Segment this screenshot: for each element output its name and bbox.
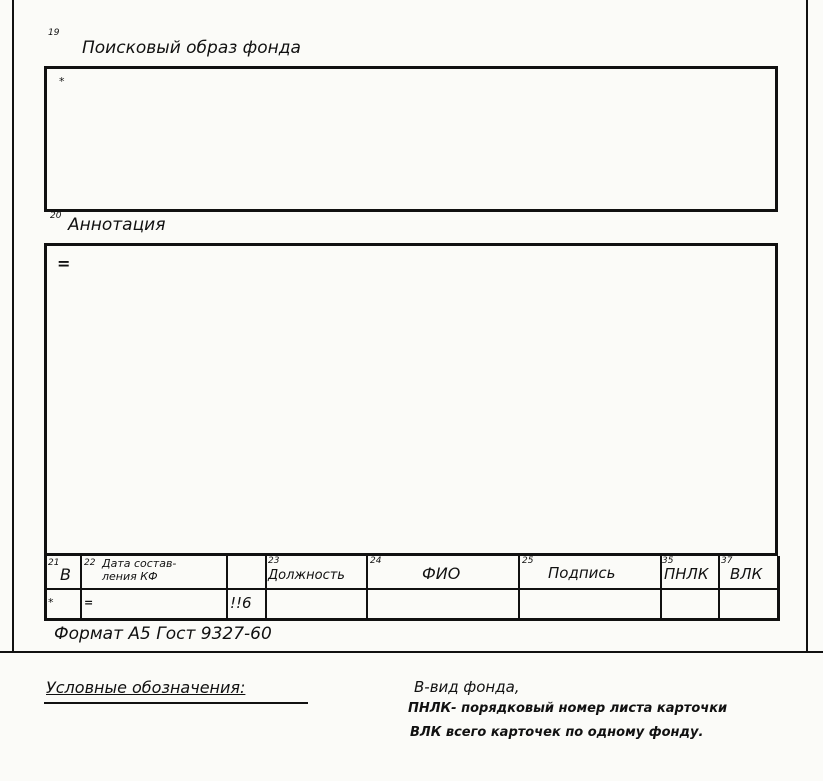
table-right-line <box>777 556 780 621</box>
format-note: Формат А5 Гост 9327-60 <box>54 624 272 644</box>
table-row-divider <box>44 588 780 590</box>
field-19-title: Поисковый образ фонда <box>82 38 301 58</box>
header-21-label: В <box>60 565 71 584</box>
header-35-number: 35 <box>662 556 674 566</box>
header-22-label-line1: Дата состав- <box>102 557 177 570</box>
cell-22-value: = <box>84 596 94 609</box>
header-22-label-line2: ления КФ <box>102 570 158 583</box>
header-37-label: ВЛК <box>730 565 763 583</box>
legend-item-1: В-вид фонда, <box>414 678 520 696</box>
field-20-number: 20 <box>50 211 62 221</box>
header-21-number: 21 <box>48 558 60 568</box>
header-25-number: 25 <box>522 556 534 566</box>
field-20-box <box>44 243 778 556</box>
legend-item-3: ВЛК всего карточек по одному фонду. <box>410 725 704 740</box>
legend-title: Условные обозначения: <box>46 678 246 697</box>
field-20-title: Аннотация <box>68 215 166 235</box>
table-bottom-line <box>44 618 780 621</box>
col-sep <box>718 556 720 621</box>
field-20-content: = <box>57 254 71 273</box>
legend-item-2: ПНЛК- порядковый номер листа карточки <box>408 701 728 716</box>
header-24-label: ФИО <box>422 564 461 583</box>
card-bottom-border <box>0 651 823 653</box>
col-sep <box>366 556 368 621</box>
card-left-border <box>12 0 14 652</box>
header-35-label: ПНЛК <box>664 565 709 583</box>
cell-extra-value: !!6 <box>230 594 252 612</box>
table-left-line <box>44 556 47 621</box>
field-19-box <box>44 66 778 212</box>
footer-table <box>44 556 780 620</box>
header-24-number: 24 <box>370 556 382 566</box>
legend-underline <box>44 702 308 704</box>
header-22-number: 22 <box>84 558 96 568</box>
col-sep <box>80 556 82 621</box>
card-right-border <box>806 0 808 652</box>
header-25-label: Подпись <box>548 564 616 582</box>
header-37-number: 37 <box>721 556 733 566</box>
col-sep <box>518 556 520 621</box>
cell-21-value: * <box>48 596 54 609</box>
col-sep <box>265 556 267 621</box>
header-23-number: 23 <box>268 556 280 566</box>
header-23-label: Должность <box>268 568 345 583</box>
field-19-content: * <box>59 75 65 88</box>
col-sep <box>226 556 228 621</box>
field-19-number: 19 <box>48 28 60 38</box>
